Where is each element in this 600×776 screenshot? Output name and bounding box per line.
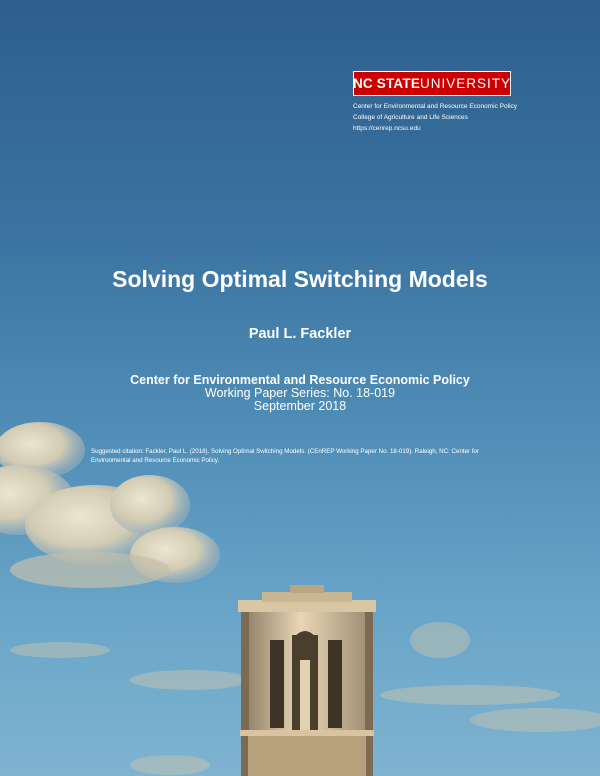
logo-text-bold: NC STATE (352, 76, 421, 91)
series-date: September 2018 (253, 399, 347, 413)
suggested-citation: Suggested citation: Fackler, Paul L. (2018). Solving Optimal Switching Models. (CEnREP Working Paper No. 18-019). Raleigh, NC: Center for Environmental and Resource Economic Policy. (91, 448, 480, 464)
unit-url[interactable]: https://cenrep.ncsu.edu (353, 125, 421, 132)
unit-center-name: Center for Environmental and Resource Economic Policy (353, 103, 518, 110)
nc-state-logo (353, 71, 511, 96)
series-center-name: Center for Environmental and Resource Economic Policy (130, 373, 470, 387)
logo-text-light: UNIVERSITY (420, 76, 512, 91)
series-info (0, 374, 600, 413)
unit-info (353, 101, 517, 134)
unit-college-name: College of Agriculture and Life Sciences (353, 114, 468, 121)
bell-tower (238, 585, 376, 776)
paper-title: Solving Optimal Switching Models (112, 266, 488, 292)
paper-author: Paul L. Fackler (248, 326, 352, 342)
series-paper-number: Working Paper Series: No. 18-019 (204, 386, 396, 400)
